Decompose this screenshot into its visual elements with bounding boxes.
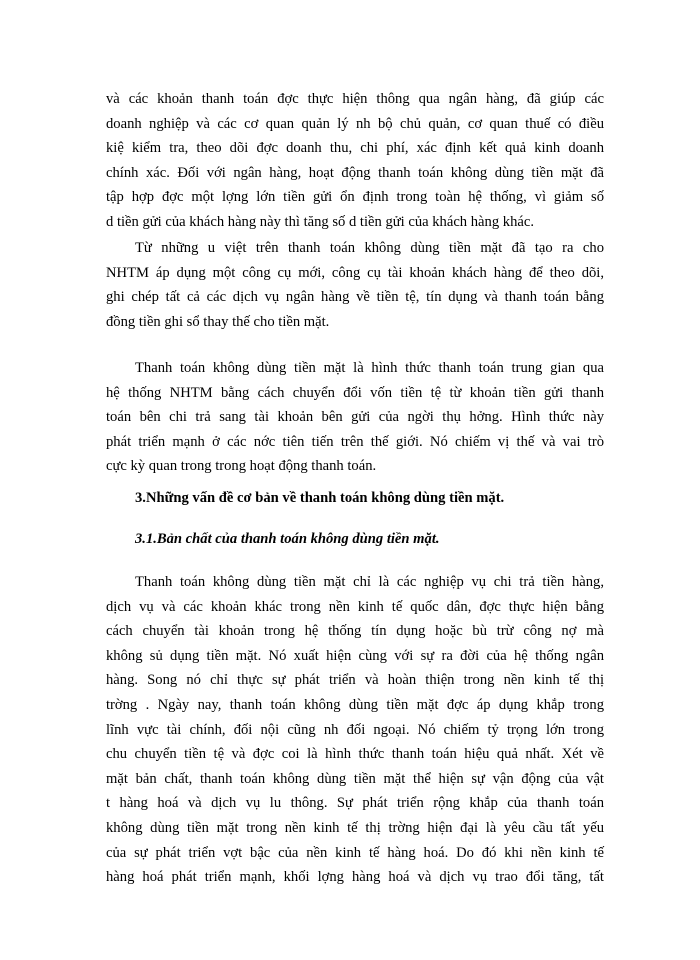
text-line: ghi chép tất cả các dịch vụ ngân hàng về tiền tệ, tín dụng và thanh toán bằng xyxy=(106,289,604,306)
text-line: tập hợp đợc một lợng lớn tiền gửi ổn định trong toàn hệ thống, vì giảm số xyxy=(106,189,604,206)
text-line: lĩnh vực tài chính, đối nội cũng nh đối ngoại. Nó chiếm tỷ trọng lớn trong xyxy=(106,721,604,738)
text-line: trờng . Ngày nay, thanh toán không dùng tiền mặt đợc áp dụng khắp trong xyxy=(106,696,604,713)
text-line: chính xác. Đối với ngân hàng, hoạt động thanh toán không dùng tiền mặt đã xyxy=(106,164,604,181)
text-line: Từ những u việt trên thanh toán không dùng tiền mặt đã tạo ra cho xyxy=(135,240,604,256)
text-line: Thanh toán không dùng tiền mặt chỉ là các nghiệp vụ chi trả tiền hàng, xyxy=(135,574,604,590)
text-line: phát triển mạnh ở các nớc tiên tiến trên thế giới. Nó chiếm vị thế và vai trò xyxy=(106,433,604,450)
text-line: cực kỳ quan trong trong hoạt động thanh toán. xyxy=(106,458,377,475)
text-line: doanh nghiệp và các cơ quan quản lý nh bộ chủ quản, cơ quan thuế có điều xyxy=(106,115,604,132)
text-line: NHTM áp dụng một công cụ mới, công cụ tài khoản khách hàng để theo dõi, xyxy=(106,264,604,281)
paragraph-4 xyxy=(106,570,604,890)
text-line: không dùng tiền mặt trong nền kinh tế thị trờng hiện đại là yêu cầu tất yếu xyxy=(106,819,604,836)
text-line: Thanh toán không dùng tiền mặt là hình thức thanh toán trung gian qua xyxy=(135,360,604,376)
paragraph-3 xyxy=(106,356,604,479)
text-line: không sủ dụng tiền mặt. Nó xuất hiện cùng với sự ra đời của hệ thống ngân xyxy=(106,647,604,664)
text-line: dịch vụ và các khoản khác trong nền kinh tế quốc dân, đợc thực hiện bằng xyxy=(106,598,604,615)
subsection-heading: 3.1.Bản chất của thanh toán không dùng tiền mặt. xyxy=(135,531,440,547)
text-line: t hàng hoá và dịch vụ lu thông. Sự phát triển rộng khắp của thanh toán xyxy=(106,795,604,812)
section-heading: 3.Những vấn đề cơ bản về thanh toán không dùng tiền mặt. xyxy=(135,490,505,506)
text-line: của sự phát triển vợt bậc của nền kinh tế hàng hoá. Do đó khi nền kinh tế xyxy=(106,844,604,861)
text-line: đồng tiền ghi sổ thay thế cho tiền mặt. xyxy=(106,313,330,330)
paragraph-2 xyxy=(106,236,604,334)
paragraph-1 xyxy=(106,87,604,235)
text-line: mặt bản chất, thanh toán không dùng tiền mặt thể hiện sự vận động của vật xyxy=(106,770,604,787)
text-line: hệ thống NHTM bằng cách chuyển đổi vốn tiền tệ từ khoản tiền gửi thanh xyxy=(106,384,604,401)
text-line: d tiền gửi của khách hàng này thì tăng số d tiền gửi của khách hàng khác. xyxy=(106,213,534,230)
text-line: cách chuyển tài khoản trong hệ thống tín dụng hoặc bù trừ công nợ mà xyxy=(106,623,604,640)
text-line: toán bên chi trả sang tài khoản bên gửi của ngời thụ hởng. Hình thức này xyxy=(106,409,604,426)
text-line: chu chuyển tiền tệ và đợc coi là hình thức thanh toán hiệu quả nhất. Xét về xyxy=(106,746,604,763)
text-line: hàng. Song nó chỉ thực sự phát triển và hoàn thiện trong nền kinh tế thị xyxy=(106,672,604,689)
text-line: kiệ kiểm tra, theo dõi đợc doanh thu, chi phí, xác định kết quả kinh doanh xyxy=(106,140,604,157)
text-line: hàng hoá phát triển mạnh, khối lợng hàng hoá và dịch vụ trao đổi tăng, tất xyxy=(106,869,604,886)
text-line: và các khoản thanh toán đợc thực hiện thông qua ngân hàng, đã giúp các xyxy=(106,91,604,107)
